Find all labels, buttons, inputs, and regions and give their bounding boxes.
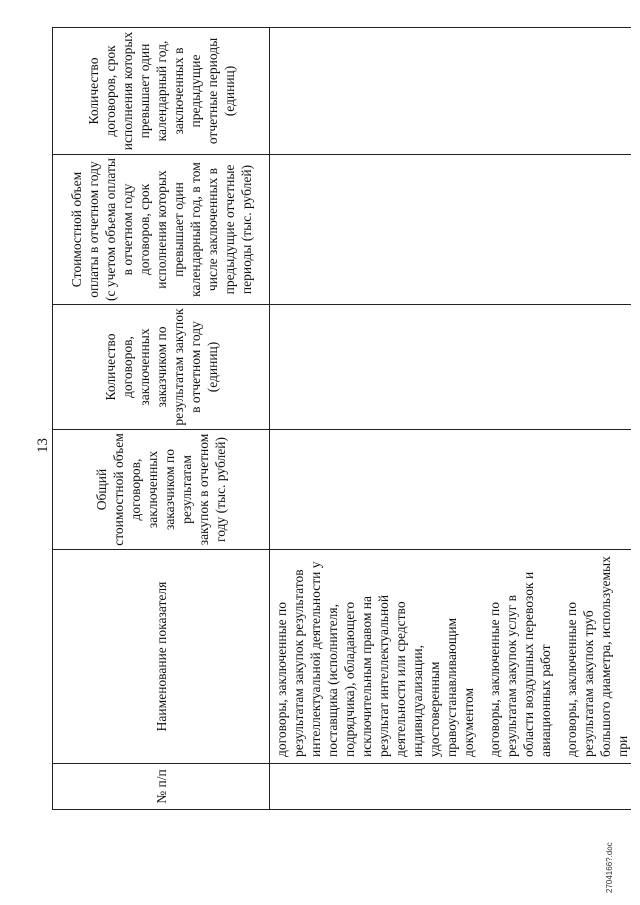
header-total-value: Общий стоимостной объем договоров, заключенных заказчиком по результатам закупок в отчетном году (тыс. рублей) <box>53 430 270 550</box>
row-large-pipes: договоры, заключенные по результатам закупок труб большого диаметра, используемых при <box>564 556 630 757</box>
row-long-count-cell <box>270 28 632 155</box>
header-indicator-name: Наименование показателя <box>53 550 270 764</box>
row-air-transport: договоры, заключенные по результатам закупок услуг в области воздушных перевозок и авиационных работ <box>487 571 553 757</box>
row-ip-results: договоры, заключенные по результатам закупок результатов интеллектуальной деятельности у поставщика (исполнителя, подрядчика), обладающего исключительным правом на результат интеллектуальной деятельности или средство индивидуализации, удостоверенным правоустанавливающим документом <box>274 561 476 757</box>
header-number: № п/п <box>53 764 270 810</box>
row-number-cell <box>270 764 632 810</box>
row-value-cell <box>270 430 632 550</box>
header-contract-count: Количество договоров, заключенных заказчиком по результатам закупок в отчетном году (единиц) <box>53 305 270 430</box>
footer-doc-code: 2704166?.doc <box>605 842 614 893</box>
table-header-row <box>53 28 270 810</box>
header-long-contracts-count: Количество договоров, срок исполнения которых превышает один календарный год, заключенных в предыдущие отчетные периоды (единиц) <box>53 28 270 155</box>
row-name-cell <box>270 550 632 764</box>
indicators-table <box>52 27 631 810</box>
page-number: 13 <box>35 438 51 453</box>
header-payment-volume: Стоимостной объем оплаты в отчетном году (с учетом объема оплаты в отчетном году договоров, срок исполнения которых превышает один календарный год, в том числе заключенных в предыдущие отчетные периоды (тыс. рублей) <box>53 155 270 305</box>
row-count-cell <box>270 305 632 430</box>
row-payment-cell <box>270 155 632 305</box>
table-row <box>270 28 632 810</box>
